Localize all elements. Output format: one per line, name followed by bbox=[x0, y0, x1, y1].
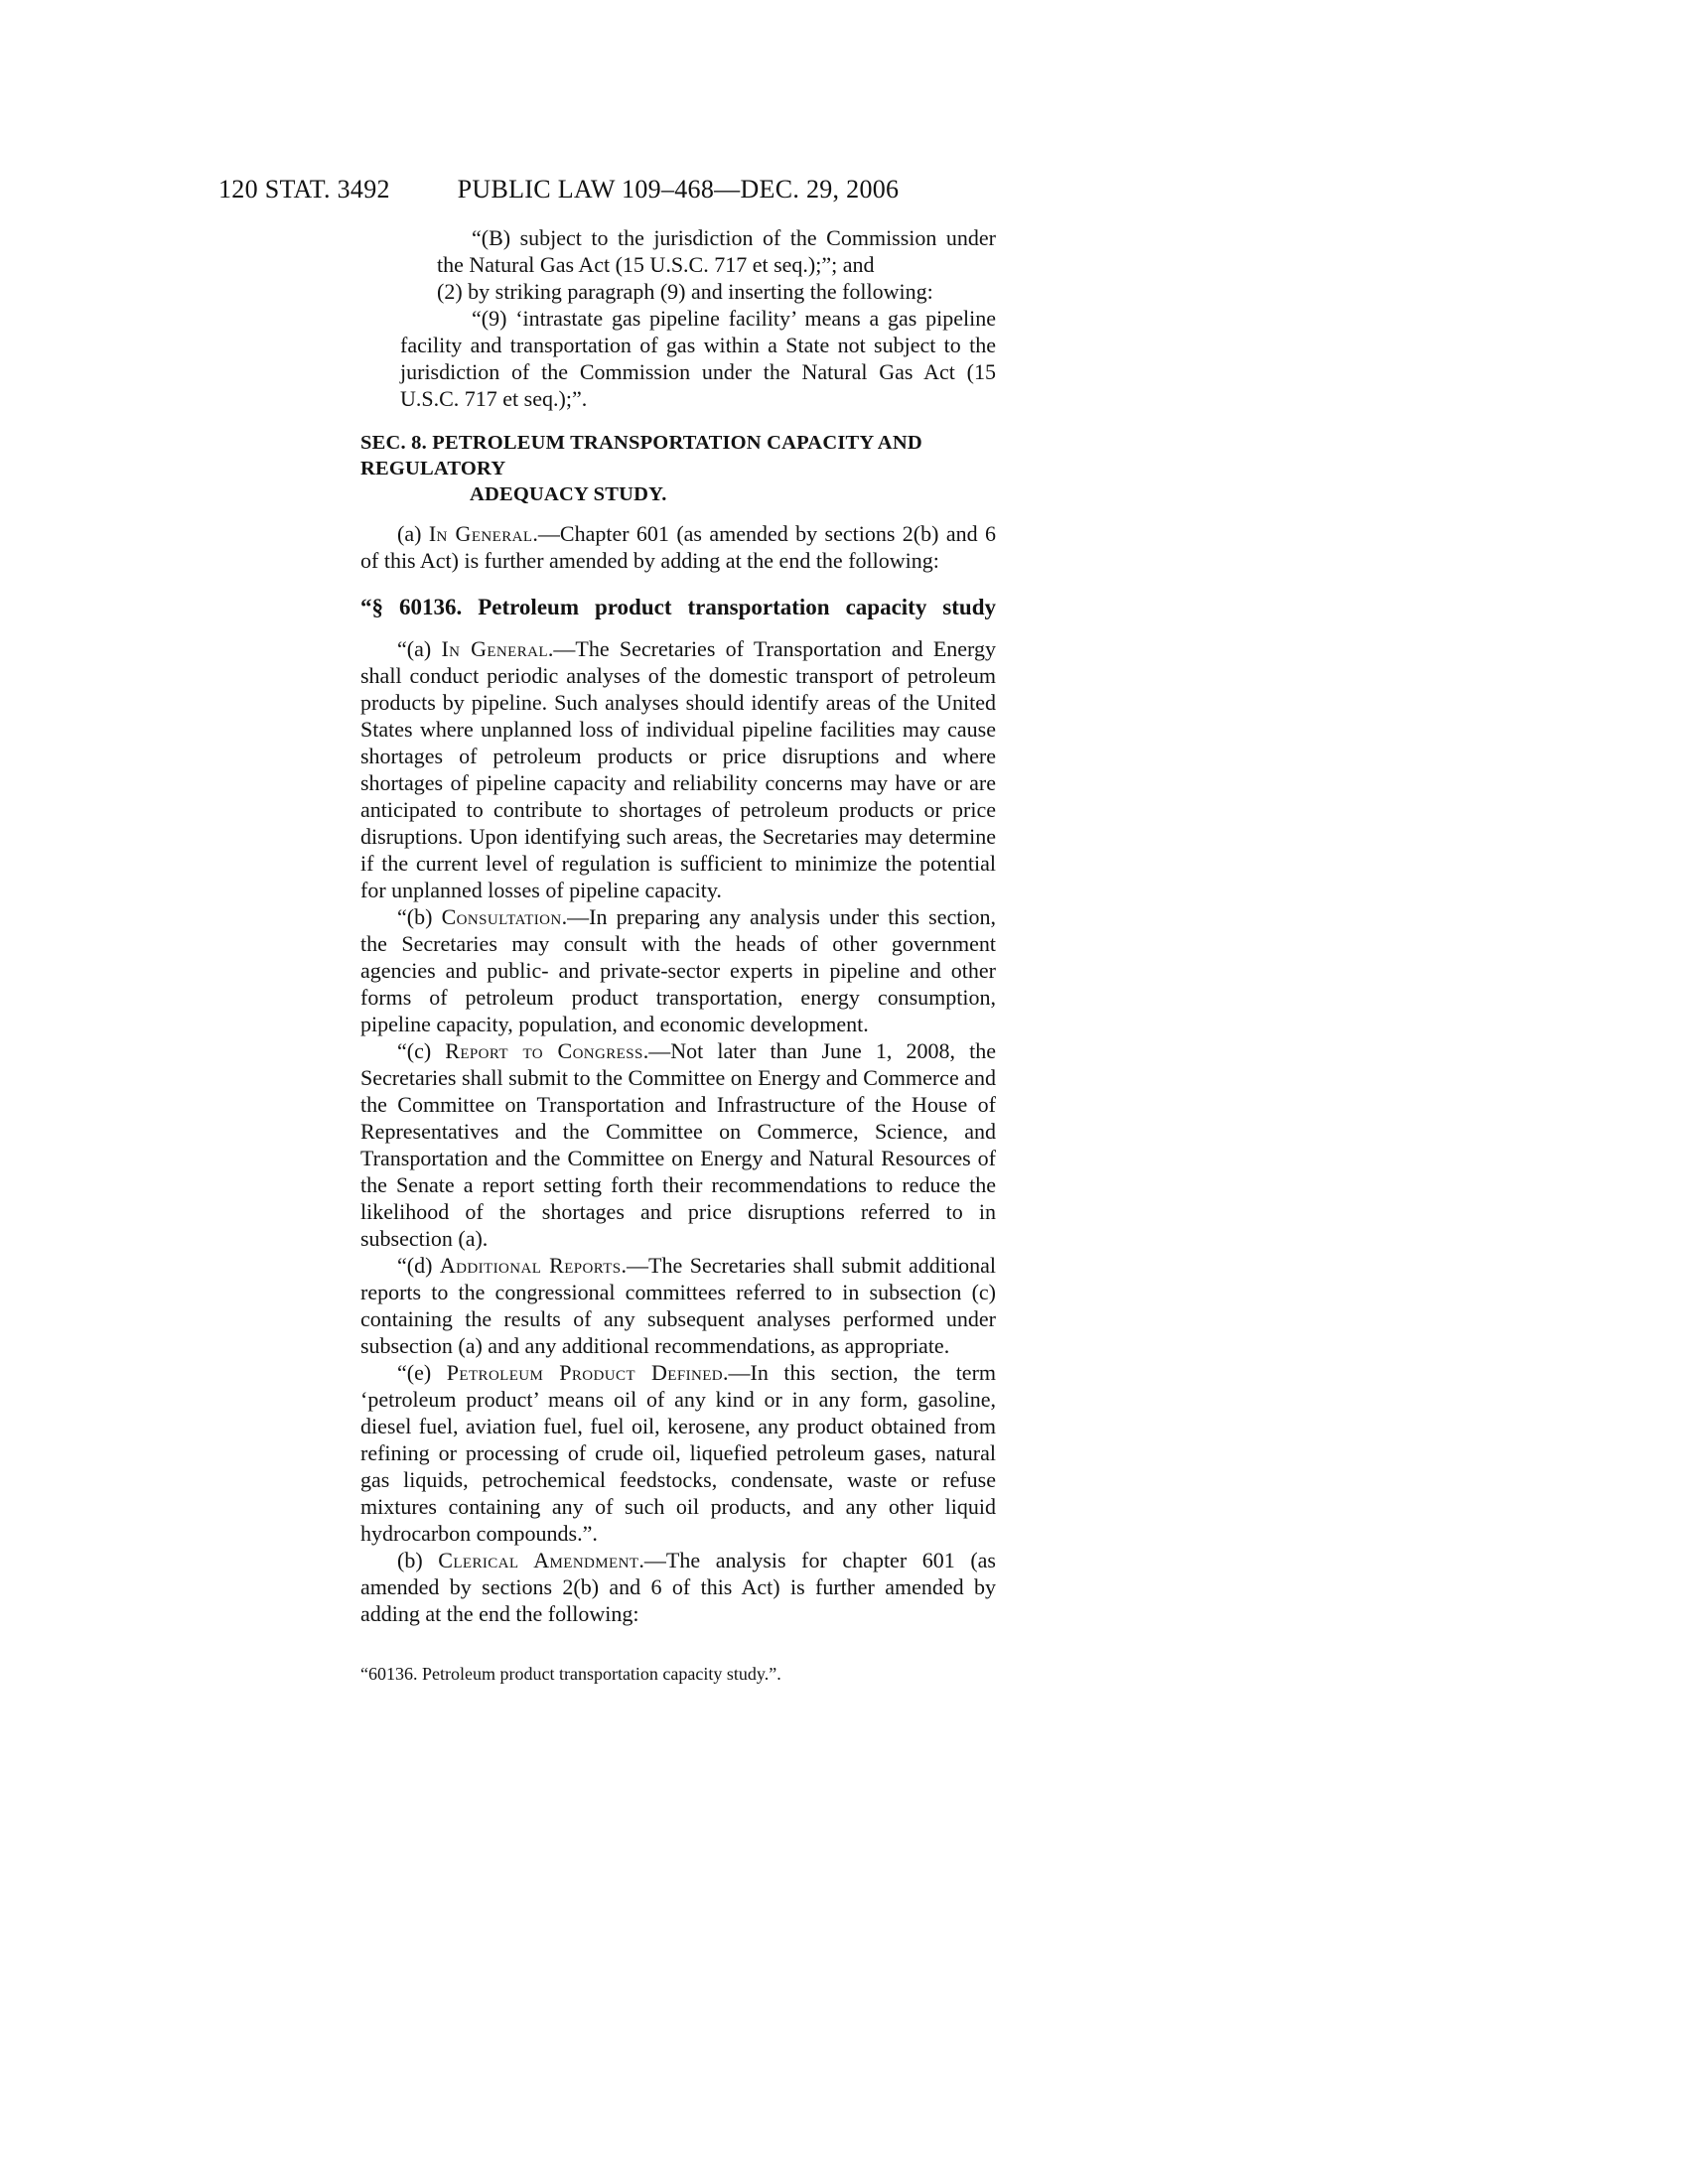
small-caps-run: Additional Reports bbox=[439, 1253, 622, 1278]
statute-paragraph bbox=[360, 635, 996, 903]
statute-paragraph bbox=[400, 305, 996, 412]
text-run: .—In preparing any analysis under this section, the Secretaries may consult with the heads of other government agencies and public- and private-sector experts in pipeline and other forms of petroleum product transportation, energy consumption, pipeline capacity, population, and economic development. bbox=[360, 904, 996, 1036]
text-run: .—In this section, the term ‘petroleum product’ means oil of any kind or in any form, gasoline, diesel fuel, aviation fuel, fuel oil, kerosene, any product obtained from refining or processing of crude oil, liquefied petroleum gases, natural gas liquids, petrochemical feedstocks, condensate, waste or refuse mixtures containing any of such oil products, and any other liquid hydrocarbon compounds.”. bbox=[360, 1360, 997, 1546]
text-run: .—The Secretaries of Transportation and Energy shall conduct periodic analyses of the domestic transport of petroleum products by pipeline. Such analyses should identify areas of the United States where unplanned loss of individual pipeline facilities may cause shortages of petroleum products or price disruptions and where shortages of pipeline capacity and reliability concerns may have or are anticipated to contribute to shortages of petroleum products or price disruptions. Upon identifying such areas, the Secretaries may determine if the current level of regulation is sufficient to minimize the potential for unplanned losses of pipeline capacity. bbox=[360, 636, 996, 902]
statute-section-title: “§ 60136. Petroleum product transportation capacity study bbox=[360, 595, 996, 619]
statute-paragraph bbox=[360, 1252, 996, 1359]
statute-paragraph bbox=[400, 278, 996, 305]
small-caps-run: In General bbox=[441, 636, 548, 661]
text-run: (b) bbox=[397, 1548, 439, 1572]
text-run: .—The Secretaries shall submit additional reports to the congressional committees referred to in subsection (c) containing the results of any subsequent analyses performed under subsection (a) and any additional recommendations, as appropriate. bbox=[360, 1253, 997, 1358]
statute-paragraph bbox=[437, 224, 996, 278]
text-run: “(c) bbox=[397, 1038, 446, 1063]
text-run: “(b) bbox=[397, 904, 442, 929]
stat-page-number: 120 STAT. 3492 bbox=[218, 175, 390, 204]
text-run: (a) bbox=[397, 521, 429, 546]
statute-paragraph bbox=[360, 1547, 996, 1627]
small-caps-run: In General bbox=[428, 521, 533, 546]
text-run: “(B) subject to the jurisdiction of the Commission under the Natural Gas Act (15 U.S.C. 717 et seq.);”; and bbox=[437, 225, 996, 277]
text-run: (2) by striking paragraph (9) and inserting the following: bbox=[437, 279, 933, 304]
law-header-title: PUBLIC LAW 109–468—DEC. 29, 2006 bbox=[457, 175, 900, 204]
text-run: “(e) bbox=[397, 1360, 447, 1385]
small-caps-run: Clerical Amendment bbox=[438, 1548, 639, 1572]
section-heading bbox=[360, 430, 996, 507]
text-run: .—The analysis for chapter 601 (as amended by sections 2(b) and 6 of this Act) is further amended by adding at the end the following: bbox=[360, 1548, 996, 1626]
statute-paragraph bbox=[360, 520, 996, 574]
text-run: “(9) ‘intrastate gas pipeline facility’ means a gas pipeline facility and transportation of gas within a State not subject to the jurisdiction of the Commission under the Natural Gas Act (15 U.S.C. 717 et seq.);”. bbox=[400, 306, 996, 411]
statute-paragraph bbox=[360, 1037, 996, 1252]
section-heading-line: ADEQUACY STUDY. bbox=[470, 483, 667, 505]
text-run: “(d) bbox=[397, 1253, 440, 1278]
statute-paragraph bbox=[360, 1359, 996, 1547]
text-run: .—Chapter 601 (as amended by sections 2(b) and 6 of this Act) is further amended by adding at the end the following: bbox=[360, 521, 996, 573]
small-caps-run: Report to Congress bbox=[445, 1038, 643, 1063]
text-run: .—Not later than June 1, 2008, the Secretaries shall submit to the Committee on Energy and Commerce and the Committee on Transportation and Infrastructure of the House of Representatives and the Committee on Commerce, Science, and Transportation and the Committee on Energy and Natural Resources of the Senate a report setting forth their recommendations to reduce the likelihood of the shortages and price disruptions referred to in subsection (a). bbox=[360, 1038, 996, 1251]
small-caps-run: Consultation bbox=[441, 904, 562, 929]
section-heading-line: SEC. 8. PETROLEUM TRANSPORTATION CAPACITY AND REGULATORY bbox=[360, 432, 922, 479]
analysis-entry: “60136. Petroleum product transportation capacity study.”. bbox=[360, 1664, 781, 1684]
statute-body bbox=[360, 224, 996, 1685]
statute-paragraph bbox=[360, 903, 996, 1037]
small-caps-run: Petroleum Product Defined bbox=[446, 1360, 723, 1385]
text-run: “(a) bbox=[397, 636, 442, 661]
